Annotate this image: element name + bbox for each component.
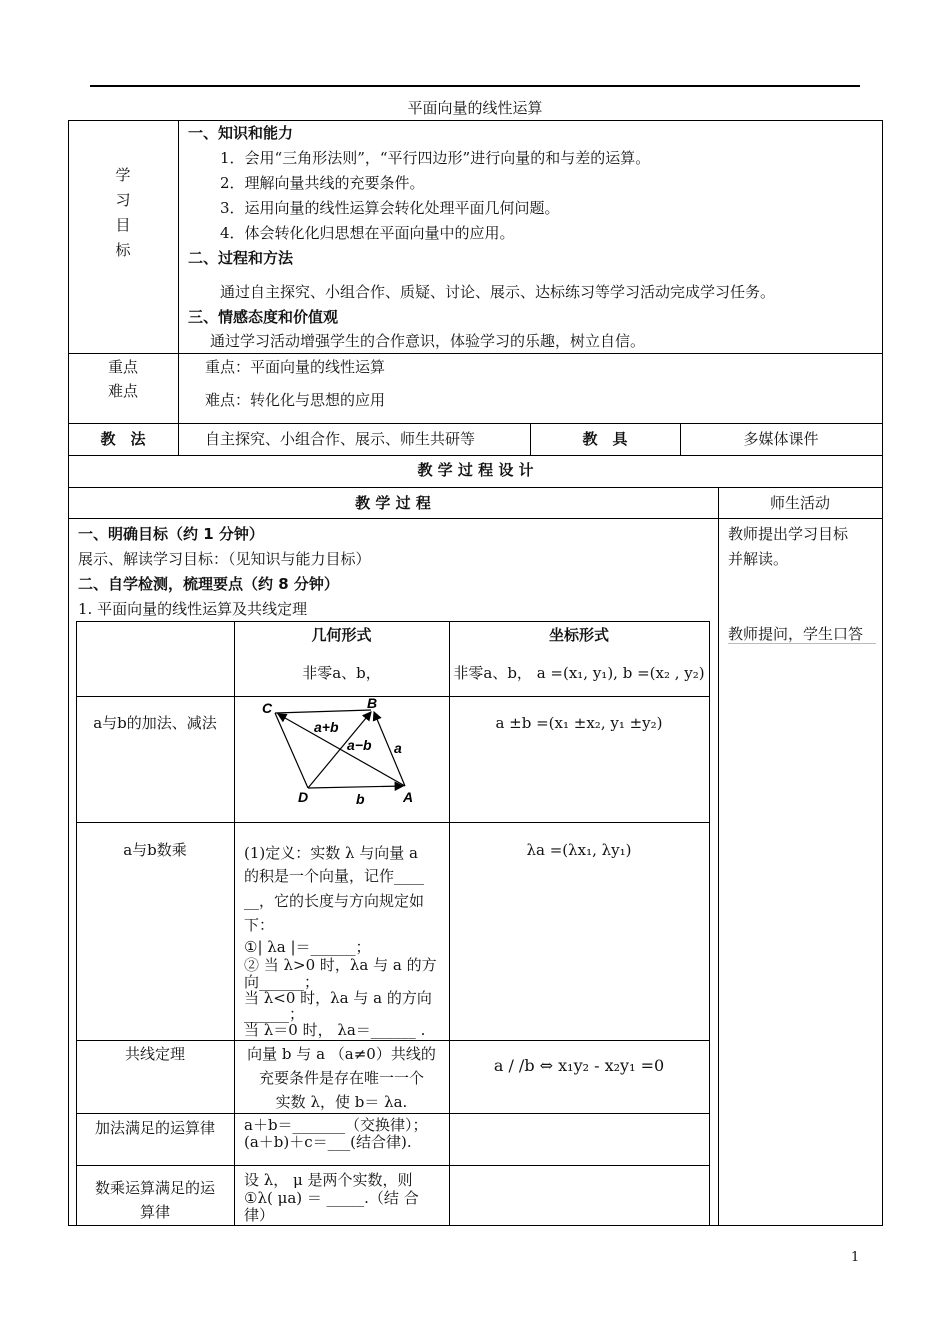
- row-add-sub-label: a与b的加法、减法: [93, 714, 217, 732]
- section-1-title: 一、明确目标（约 1 分钟）: [78, 525, 264, 543]
- label-b: b: [356, 791, 365, 807]
- activity-note-1b: 并解读。: [728, 550, 789, 568]
- objectives-heading-3: 三、情感态度和价值观: [188, 308, 339, 326]
- label-a: a: [394, 740, 402, 756]
- key-label: 重点: [107, 358, 138, 376]
- section-2-subtitle: 1. 平面向量的线性运算及共线定理: [78, 600, 308, 618]
- label-diff: a−b: [347, 737, 372, 753]
- activity-note-2: 教师提问，学生口答: [728, 625, 864, 643]
- row-collinear-label: 共线定理: [124, 1045, 185, 1063]
- objectives-paragraph-3: 通过学习活动增强学生的合作意识，体验学习的乐趣，树立自信。: [210, 332, 646, 350]
- objective-item: 1．会用“三角形法则”，“平行四边形”进行向量的和与差的运算。: [220, 149, 651, 167]
- methods-value: 自主探究、小组合作、展示、师生共研等: [205, 430, 476, 448]
- coord-subtitle: 非零a、b， a =(x₁, y₁), b =(x₂ , y₂): [453, 664, 705, 682]
- page-number: 1: [851, 1250, 860, 1265]
- methods-label: 教 法: [100, 430, 146, 448]
- add-laws-line-2: (a＋b)＋c＝___(结合律).: [244, 1133, 412, 1151]
- add-laws-line-1: a＋b＝_______（交换律）；: [244, 1116, 428, 1134]
- row-scalar-laws-label-2: 算律: [139, 1203, 170, 1221]
- difficulty-label: 难点: [107, 382, 138, 400]
- parallelogram-diagram: [240, 698, 445, 818]
- section-1-text: 展示、解读学习目标：（见知识与能力目标）: [78, 550, 371, 568]
- row-add-sub-coord: a ±b =(x₁ ±x₂, y₁ ±y₂): [495, 714, 663, 732]
- tools-value: 多媒体课件: [743, 430, 819, 448]
- design-header: 教 学 过 程 设 计: [417, 461, 534, 479]
- label-C: C: [262, 700, 273, 716]
- scalar-laws-line-2: ①λ( μa) ＝ _____.（结 合: [244, 1189, 419, 1207]
- scalar-laws-line-1: 设 λ， μ 是两个实数，则: [244, 1171, 413, 1189]
- difficulty-point: 难点：转化化与思想的应用: [205, 391, 386, 409]
- label-D: D: [298, 789, 309, 805]
- label-A: A: [403, 789, 414, 805]
- section-2-title: 二、自学检测，梳理要点（约 8 分钟）: [78, 575, 339, 593]
- key-point: 重点：平面向量的线性运算: [205, 358, 386, 376]
- header-rule: [90, 85, 860, 87]
- col-coordinate: 坐标形式: [548, 626, 609, 644]
- activity-note-1: 教师提出学习目标: [728, 525, 849, 543]
- tools-label: 教 具: [582, 430, 628, 448]
- objective-item: 2．理解向量共线的充要条件。: [220, 174, 425, 192]
- label-sum: a+b: [314, 719, 339, 735]
- objectives-heading-2: 二、过程和方法: [188, 249, 294, 267]
- scalar-laws-line-3: 律）: [244, 1206, 275, 1224]
- row-add-laws-label: 加法满足的运算律: [94, 1119, 215, 1137]
- page-title: 平面向量的线性运算: [407, 99, 543, 117]
- objective-item: 4．体会转化化归思想在平面向量中的应用。: [220, 224, 515, 242]
- row-scalar-coord: λa =(λx₁, λy₁): [526, 841, 632, 859]
- geo-subtitle: 非零a、b，: [302, 664, 381, 682]
- activity-header: 师生活动: [769, 494, 830, 512]
- label-B: B: [367, 698, 378, 711]
- collinear-coord: a / /b ⇔ x₁y₂ - x₂y₁ =0: [493, 1056, 665, 1075]
- objectives-heading-1: 一、知识和能力: [188, 124, 294, 142]
- row-scalar-label: a与b数乘: [123, 841, 187, 859]
- objectives-paragraph-2: 通过自主探究、小组合作、质疑、讨论、展示、达标练习等学习活动完成学习任务。: [220, 283, 776, 301]
- process-header: 教 学 过 程: [355, 494, 431, 512]
- col-geometric: 几何形式: [311, 626, 372, 644]
- objective-item: 3．运用向量的线性运算会转化处理平面几何问题。: [220, 199, 560, 217]
- row-scalar-laws-label: 数乘运算满足的运: [94, 1179, 215, 1197]
